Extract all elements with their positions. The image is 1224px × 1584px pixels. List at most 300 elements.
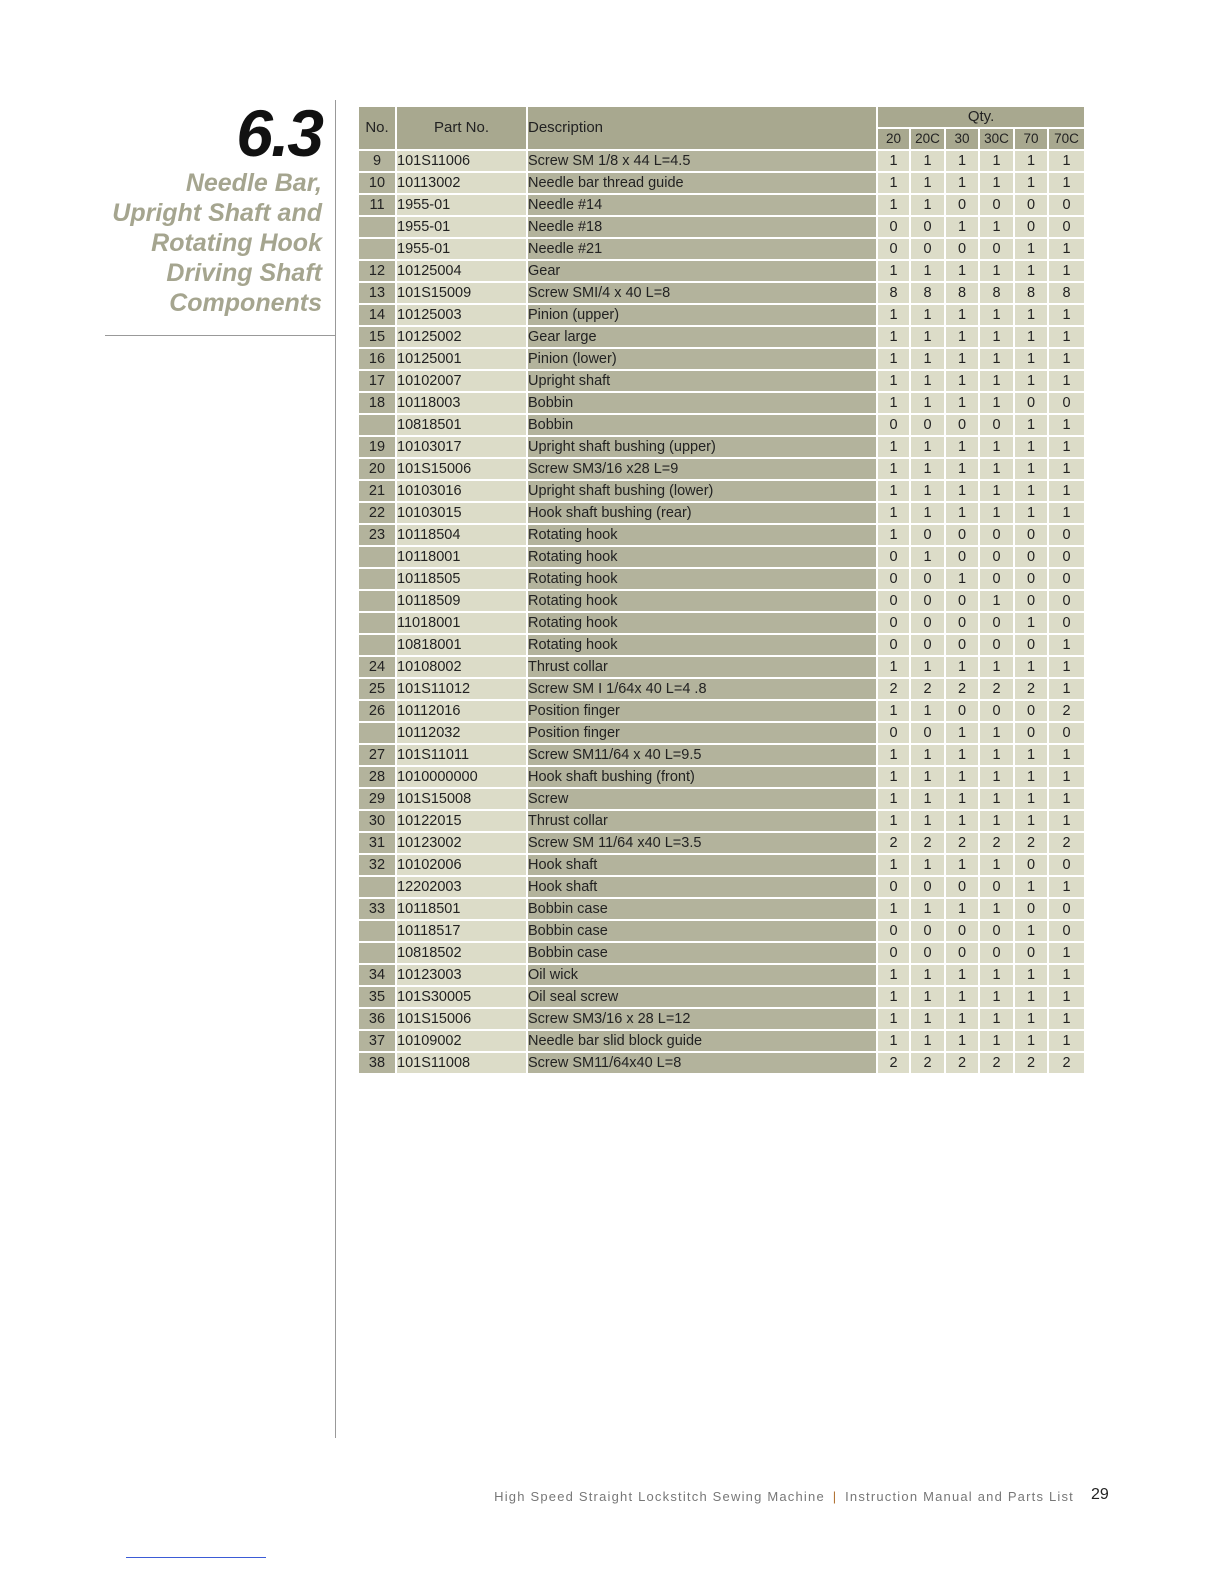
qty-cell: 1 — [1014, 348, 1048, 370]
qty-cell: 1 — [979, 1030, 1014, 1052]
part-number-cell: 10113002 — [396, 172, 527, 194]
description-cell: Needle #21 — [527, 238, 877, 260]
qty-cell: 1 — [945, 898, 979, 920]
description-cell: Upright shaft bushing (lower) — [527, 480, 877, 502]
qty-cell: 1 — [877, 370, 910, 392]
qty-cell: 1 — [910, 656, 945, 678]
item-number-cell — [358, 414, 396, 436]
header-qty-col: 20C — [910, 128, 945, 150]
qty-cell: 8 — [877, 282, 910, 304]
qty-cell: 1 — [910, 260, 945, 282]
part-number-cell: 12202003 — [396, 876, 527, 898]
part-number-cell: 10118501 — [396, 898, 527, 920]
part-number-cell: 10118505 — [396, 568, 527, 590]
qty-cell: 0 — [945, 194, 979, 216]
item-number-cell — [358, 722, 396, 744]
qty-cell: 1 — [979, 260, 1014, 282]
qty-cell: 0 — [1048, 216, 1085, 238]
part-number-cell: 10118001 — [396, 546, 527, 568]
header-qty-col: 20 — [877, 128, 910, 150]
item-number-cell: 34 — [358, 964, 396, 986]
qty-cell: 1 — [910, 546, 945, 568]
footer-separator: | — [832, 1489, 838, 1504]
item-number-cell: 10 — [358, 172, 396, 194]
qty-cell: 1 — [877, 766, 910, 788]
item-number-cell — [358, 216, 396, 238]
qty-cell: 1 — [979, 766, 1014, 788]
description-cell: Screw SMI/4 x 40 L=8 — [527, 282, 877, 304]
description-cell: Bobbin case — [527, 942, 877, 964]
qty-cell: 0 — [945, 876, 979, 898]
part-number-cell: 10102007 — [396, 370, 527, 392]
item-number-cell: 21 — [358, 480, 396, 502]
qty-cell: 0 — [1014, 590, 1048, 612]
qty-cell: 1 — [910, 810, 945, 832]
qty-cell: 0 — [1014, 898, 1048, 920]
description-cell: Upright shaft — [527, 370, 877, 392]
qty-cell: 1 — [979, 172, 1014, 194]
qty-cell: 1 — [945, 150, 979, 172]
table-row — [358, 546, 1085, 568]
qty-cell: 1 — [1048, 876, 1085, 898]
qty-cell: 1 — [910, 348, 945, 370]
qty-cell: 0 — [1014, 568, 1048, 590]
part-number-cell: 10122015 — [396, 810, 527, 832]
qty-cell: 1 — [945, 216, 979, 238]
item-number-cell — [358, 590, 396, 612]
part-number-cell: 101S15006 — [396, 458, 527, 480]
qty-cell: 1 — [1014, 304, 1048, 326]
item-number-cell: 32 — [358, 854, 396, 876]
qty-cell: 1 — [877, 326, 910, 348]
table-row — [358, 788, 1085, 810]
item-number-cell: 25 — [358, 678, 396, 700]
item-number-cell: 12 — [358, 260, 396, 282]
description-cell: Hook shaft — [527, 854, 877, 876]
qty-cell: 0 — [1014, 854, 1048, 876]
qty-cell: 8 — [945, 282, 979, 304]
item-number-cell: 13 — [358, 282, 396, 304]
table-row — [358, 282, 1085, 304]
qty-cell: 1 — [877, 700, 910, 722]
part-number-cell: 10108002 — [396, 656, 527, 678]
qty-cell: 1 — [877, 436, 910, 458]
qty-cell: 1 — [910, 986, 945, 1008]
qty-cell: 1 — [877, 810, 910, 832]
item-number-cell: 16 — [358, 348, 396, 370]
table-row — [358, 590, 1085, 612]
description-cell: Screw SM11/64x40 L=8 — [527, 1052, 877, 1074]
table-row — [358, 392, 1085, 414]
qty-cell: 0 — [979, 524, 1014, 546]
qty-cell: 1 — [945, 480, 979, 502]
part-number-cell: 10103017 — [396, 436, 527, 458]
qty-cell: 0 — [1014, 700, 1048, 722]
qty-cell: 1 — [1014, 172, 1048, 194]
qty-cell: 1 — [979, 348, 1014, 370]
qty-cell: 1 — [910, 766, 945, 788]
qty-cell: 1 — [877, 964, 910, 986]
qty-cell: 1 — [979, 964, 1014, 986]
qty-cell: 1 — [979, 480, 1014, 502]
part-number-cell: 101S11012 — [396, 678, 527, 700]
qty-cell: 0 — [1048, 920, 1085, 942]
item-number-cell: 11 — [358, 194, 396, 216]
item-number-cell: 17 — [358, 370, 396, 392]
item-number-cell: 19 — [358, 436, 396, 458]
description-cell: Needle #14 — [527, 194, 877, 216]
qty-cell: 1 — [1048, 656, 1085, 678]
qty-cell: 0 — [945, 942, 979, 964]
qty-cell: 0 — [979, 876, 1014, 898]
qty-cell: 1 — [945, 1008, 979, 1030]
qty-cell: 2 — [979, 678, 1014, 700]
table-row — [358, 194, 1085, 216]
description-cell: Screw SM 1/8 x 44 L=4.5 — [527, 150, 877, 172]
qty-cell: 1 — [910, 964, 945, 986]
header-part-no: Part No. — [396, 106, 527, 150]
qty-cell: 0 — [1048, 898, 1085, 920]
description-cell: Rotating hook — [527, 590, 877, 612]
qty-cell: 0 — [1048, 612, 1085, 634]
description-cell: Rotating hook — [527, 634, 877, 656]
table-row — [358, 260, 1085, 282]
qty-cell: 1 — [945, 986, 979, 1008]
qty-cell: 1 — [1014, 920, 1048, 942]
description-cell: Bobbin case — [527, 898, 877, 920]
description-cell: Bobbin — [527, 414, 877, 436]
qty-cell: 1 — [877, 172, 910, 194]
qty-cell: 0 — [979, 920, 1014, 942]
qty-cell: 1 — [979, 788, 1014, 810]
qty-cell: 1 — [979, 656, 1014, 678]
qty-cell: 1 — [979, 854, 1014, 876]
qty-cell: 1 — [910, 502, 945, 524]
qty-cell: 1 — [979, 304, 1014, 326]
qty-cell: 1 — [1048, 436, 1085, 458]
qty-cell: 1 — [979, 810, 1014, 832]
qty-cell: 1 — [945, 304, 979, 326]
qty-cell: 1 — [979, 502, 1014, 524]
qty-cell: 1 — [1014, 766, 1048, 788]
qty-cell: 1 — [877, 898, 910, 920]
item-number-cell: 24 — [358, 656, 396, 678]
qty-cell: 1 — [1048, 370, 1085, 392]
qty-cell: 1 — [979, 458, 1014, 480]
qty-cell: 1 — [1014, 876, 1048, 898]
qty-cell: 0 — [979, 568, 1014, 590]
table-row — [358, 854, 1085, 876]
qty-cell: 1 — [1048, 942, 1085, 964]
qty-cell: 0 — [945, 238, 979, 260]
qty-cell: 1 — [877, 260, 910, 282]
qty-cell: 1 — [979, 392, 1014, 414]
footer-title: High Speed Straight Lockstitch Sewing Machine — [494, 1489, 825, 1504]
part-number-cell: 10112032 — [396, 722, 527, 744]
qty-cell: 0 — [945, 612, 979, 634]
footer-subtitle: Instruction Manual and Parts List — [845, 1489, 1074, 1504]
qty-cell: 0 — [979, 194, 1014, 216]
qty-cell: 1 — [945, 568, 979, 590]
page-number: 29 — [1091, 1486, 1109, 1503]
part-number-cell: 10118517 — [396, 920, 527, 942]
table-row — [358, 1030, 1085, 1052]
item-number-cell: 18 — [358, 392, 396, 414]
qty-cell: 0 — [877, 216, 910, 238]
qty-cell: 1 — [945, 370, 979, 392]
qty-cell: 2 — [945, 678, 979, 700]
table-row — [358, 876, 1085, 898]
part-number-cell: 10125001 — [396, 348, 527, 370]
qty-cell: 0 — [945, 700, 979, 722]
part-number-cell: 10112016 — [396, 700, 527, 722]
qty-cell: 8 — [1048, 282, 1085, 304]
qty-cell: 0 — [910, 612, 945, 634]
item-number-cell: 33 — [358, 898, 396, 920]
part-number-cell: 10818001 — [396, 634, 527, 656]
qty-cell: 2 — [1048, 1052, 1085, 1074]
qty-cell: 8 — [1014, 282, 1048, 304]
table-row — [358, 524, 1085, 546]
part-number-cell: 1010000000 — [396, 766, 527, 788]
section-number: 6.3 — [236, 96, 322, 170]
description-cell: Pinion (upper) — [527, 304, 877, 326]
link-underline — [126, 1557, 266, 1558]
description-cell: Screw SM 11/64 x40 L=3.5 — [527, 832, 877, 854]
part-number-cell: 10123003 — [396, 964, 527, 986]
qty-cell: 1 — [1048, 986, 1085, 1008]
qty-cell: 2 — [979, 1052, 1014, 1074]
qty-cell: 0 — [1014, 392, 1048, 414]
table-row — [358, 1052, 1085, 1074]
table-row — [358, 986, 1085, 1008]
qty-cell: 2 — [1048, 832, 1085, 854]
part-number-cell: 10125002 — [396, 326, 527, 348]
qty-cell: 0 — [877, 568, 910, 590]
description-cell: Screw SM I 1/64x 40 L=4 .8 — [527, 678, 877, 700]
qty-cell: 1 — [1014, 150, 1048, 172]
section-title-line: Driving Shaft — [166, 259, 322, 287]
qty-cell: 2 — [910, 678, 945, 700]
qty-cell: 1 — [877, 1008, 910, 1030]
section-title-line: Needle Bar, — [185, 169, 322, 197]
qty-cell: 1 — [945, 656, 979, 678]
item-number-cell — [358, 942, 396, 964]
part-number-cell: 101S11006 — [396, 150, 527, 172]
qty-cell: 1 — [979, 744, 1014, 766]
header-no: No. — [358, 106, 396, 150]
qty-cell: 1 — [1048, 634, 1085, 656]
qty-cell: 1 — [1014, 326, 1048, 348]
qty-cell: 1 — [979, 150, 1014, 172]
qty-cell: 1 — [979, 722, 1014, 744]
part-number-cell: 10818502 — [396, 942, 527, 964]
qty-cell: 1 — [1048, 458, 1085, 480]
item-number-cell: 14 — [358, 304, 396, 326]
qty-cell: 0 — [1048, 194, 1085, 216]
qty-cell: 0 — [979, 612, 1014, 634]
qty-cell: 0 — [910, 876, 945, 898]
table-row — [358, 700, 1085, 722]
qty-cell: 1 — [877, 788, 910, 810]
qty-cell: 1 — [910, 1008, 945, 1030]
qty-cell: 1 — [1048, 1030, 1085, 1052]
part-number-cell: 10818501 — [396, 414, 527, 436]
part-number-cell: 101S15008 — [396, 788, 527, 810]
header-qty-col: 30 — [945, 128, 979, 150]
qty-cell: 0 — [910, 524, 945, 546]
item-number-cell: 20 — [358, 458, 396, 480]
qty-cell: 1 — [877, 304, 910, 326]
qty-cell: 1 — [979, 216, 1014, 238]
description-cell: Needle bar thread guide — [527, 172, 877, 194]
qty-cell: 1 — [979, 986, 1014, 1008]
qty-cell: 1 — [1014, 1030, 1048, 1052]
table-row — [358, 942, 1085, 964]
qty-cell: 1 — [877, 480, 910, 502]
qty-cell: 1 — [1014, 480, 1048, 502]
header-description: Description — [527, 106, 877, 150]
qty-cell: 0 — [979, 414, 1014, 436]
qty-cell: 0 — [877, 634, 910, 656]
item-number-cell: 38 — [358, 1052, 396, 1074]
qty-cell: 1 — [979, 326, 1014, 348]
qty-cell: 1 — [1048, 326, 1085, 348]
description-cell: Hook shaft — [527, 876, 877, 898]
item-number-cell: 15 — [358, 326, 396, 348]
part-number-cell: 10118509 — [396, 590, 527, 612]
table-row — [358, 414, 1085, 436]
item-number-cell: 23 — [358, 524, 396, 546]
qty-cell: 1 — [910, 392, 945, 414]
table-row — [358, 766, 1085, 788]
qty-cell: 1 — [877, 656, 910, 678]
qty-cell: 0 — [877, 546, 910, 568]
vertical-divider — [335, 100, 336, 1438]
qty-cell: 2 — [910, 832, 945, 854]
qty-cell: 0 — [910, 238, 945, 260]
qty-cell: 1 — [979, 898, 1014, 920]
description-cell: Rotating hook — [527, 612, 877, 634]
section-title — [62, 168, 322, 318]
qty-cell: 0 — [979, 238, 1014, 260]
header-qty: Qty. — [877, 106, 1085, 128]
qty-cell: 2 — [979, 832, 1014, 854]
part-number-cell: 1955-01 — [396, 194, 527, 216]
qty-cell: 1 — [945, 436, 979, 458]
qty-cell: 1 — [910, 370, 945, 392]
qty-cell: 1 — [945, 722, 979, 744]
table-row — [358, 964, 1085, 986]
qty-cell: 1 — [979, 1008, 1014, 1030]
qty-cell: 1 — [910, 854, 945, 876]
qty-cell: 0 — [877, 722, 910, 744]
qty-cell: 0 — [877, 590, 910, 612]
parts-table — [357, 105, 1086, 1075]
description-cell: Pinion (lower) — [527, 348, 877, 370]
qty-cell: 0 — [1014, 524, 1048, 546]
qty-cell: 0 — [910, 634, 945, 656]
qty-cell: 1 — [1048, 744, 1085, 766]
qty-cell: 0 — [910, 722, 945, 744]
qty-cell: 0 — [1048, 546, 1085, 568]
qty-cell: 0 — [979, 546, 1014, 568]
qty-cell: 1 — [979, 590, 1014, 612]
qty-cell: 0 — [945, 590, 979, 612]
qty-cell: 2 — [877, 832, 910, 854]
qty-cell: 1 — [877, 392, 910, 414]
qty-cell: 1 — [910, 744, 945, 766]
description-cell: Screw SM3/16 x28 L=9 — [527, 458, 877, 480]
table-row — [358, 502, 1085, 524]
qty-cell: 1 — [877, 854, 910, 876]
qty-cell: 0 — [877, 942, 910, 964]
qty-cell: 1 — [910, 194, 945, 216]
item-number-cell: 28 — [358, 766, 396, 788]
qty-cell: 1 — [877, 502, 910, 524]
qty-cell: 1 — [1014, 458, 1048, 480]
qty-cell: 1 — [1014, 238, 1048, 260]
table-row — [358, 304, 1085, 326]
qty-cell: 1 — [945, 744, 979, 766]
qty-cell: 1 — [910, 150, 945, 172]
qty-cell: 1 — [945, 1030, 979, 1052]
qty-cell: 0 — [910, 568, 945, 590]
description-cell: Hook shaft bushing (rear) — [527, 502, 877, 524]
qty-cell: 1 — [1048, 172, 1085, 194]
qty-cell: 1 — [945, 964, 979, 986]
qty-cell: 2 — [1014, 832, 1048, 854]
section-title-line: Upright Shaft and — [112, 199, 322, 227]
qty-cell: 1 — [1014, 986, 1048, 1008]
qty-cell: 1 — [877, 1030, 910, 1052]
qty-cell: 0 — [1014, 634, 1048, 656]
item-number-cell — [358, 876, 396, 898]
qty-cell: 0 — [877, 414, 910, 436]
table-row — [358, 920, 1085, 942]
item-number-cell — [358, 568, 396, 590]
header-qty-col: 30C — [979, 128, 1014, 150]
description-cell: Oil seal screw — [527, 986, 877, 1008]
header-qty-col: 70C — [1048, 128, 1085, 150]
table-row — [358, 656, 1085, 678]
qty-cell: 1 — [1014, 612, 1048, 634]
table-row — [358, 172, 1085, 194]
qty-cell: 1 — [1048, 1008, 1085, 1030]
qty-cell: 0 — [979, 700, 1014, 722]
qty-cell: 1 — [1048, 260, 1085, 282]
qty-cell: 1 — [1048, 502, 1085, 524]
qty-cell: 1 — [945, 854, 979, 876]
table-row — [358, 436, 1085, 458]
table-row — [358, 1008, 1085, 1030]
part-number-cell: 10109002 — [396, 1030, 527, 1052]
qty-cell: 1 — [877, 744, 910, 766]
table-row — [358, 898, 1085, 920]
qty-cell: 1 — [1048, 348, 1085, 370]
qty-cell: 0 — [910, 590, 945, 612]
section-title-line: Rotating Hook — [151, 229, 322, 257]
description-cell: Oil wick — [527, 964, 877, 986]
qty-cell: 1 — [945, 260, 979, 282]
item-number-cell: 9 — [358, 150, 396, 172]
qty-cell: 1 — [979, 370, 1014, 392]
part-number-cell: 101S15006 — [396, 1008, 527, 1030]
description-cell: Screw SM11/64 x 40 L=9.5 — [527, 744, 877, 766]
qty-cell: 0 — [877, 612, 910, 634]
qty-cell: 1 — [877, 194, 910, 216]
qty-cell: 0 — [945, 546, 979, 568]
